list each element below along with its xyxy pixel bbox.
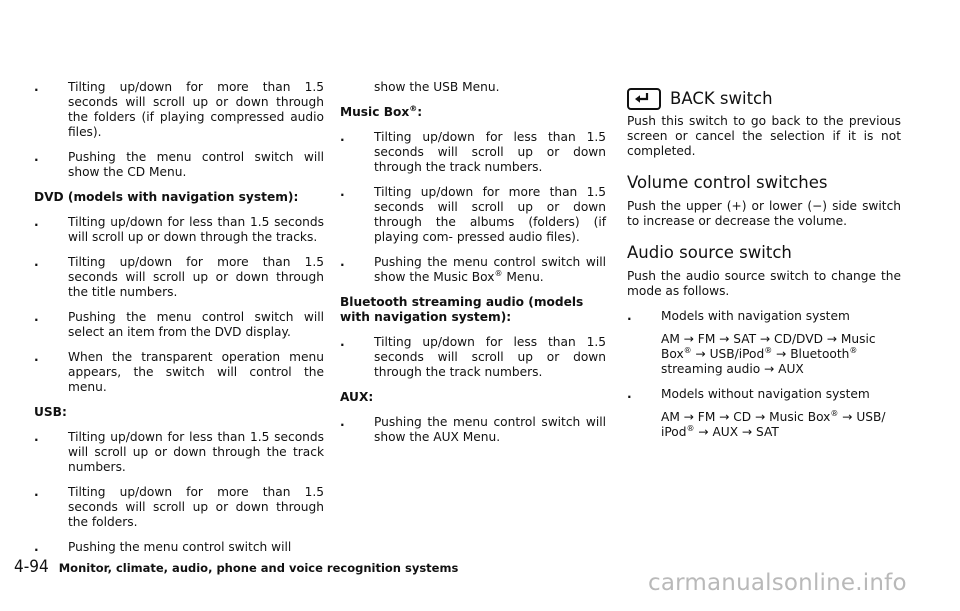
bullet-dot: .: [34, 485, 39, 499]
usb-heading: USB:: [34, 405, 67, 419]
list-item: [627, 309, 901, 324]
sequence-part: iPod: [661, 425, 687, 439]
list-item: [34, 485, 324, 530]
bullet-dot: .: [340, 130, 345, 144]
list-item: [340, 335, 606, 380]
musicbox-heading-text: Music Box: [340, 105, 410, 119]
list-item-text: [374, 255, 606, 284]
dvd-heading: DVD (models with navigation system):: [34, 190, 299, 204]
list-item: [34, 80, 324, 140]
list-item: [340, 255, 606, 285]
nav-source-sequence: [627, 332, 901, 377]
list-item-text: Tilting up/down for less than 1.5 seconds will scroll up or down through the track numbers.: [68, 430, 324, 474]
sequence-part: streaming audio → AUX: [661, 362, 804, 376]
list-item-text: Pushing the menu control switch will show the CD Menu.: [68, 150, 324, 179]
list-item: [340, 415, 606, 445]
registered-mark: ®: [830, 408, 839, 418]
bullet-dot: .: [34, 350, 39, 364]
list-item-text: Tilting up/down for less than 1.5 seconds will scroll up or down through the track numbers.: [374, 335, 606, 379]
list-item: [340, 185, 606, 245]
bullet-dot: .: [627, 387, 632, 401]
list-item-text: Pushing the menu control switch will select an item from the DVD display.: [68, 310, 324, 339]
list-item-text-part: Pushing the menu control switch will show the Music Box: [374, 255, 606, 284]
sequence-part: → USB/: [838, 410, 886, 424]
registered-mark: ®: [764, 345, 773, 355]
footer-title: Monitor, climate, audio, phone and voice recognition systems: [58, 561, 459, 575]
bullet-dot: .: [34, 150, 39, 164]
list-item: [34, 430, 324, 475]
registered-mark: ®: [494, 268, 503, 278]
audio-source-section-title: Audio source switch: [627, 243, 792, 262]
bullet-dot: .: [340, 335, 345, 349]
sequence-part: → AUX → SAT: [694, 425, 779, 439]
list-item-text: Tilting up/down for more than 1.5 seconds will scroll up or down through the folders.: [68, 485, 324, 529]
list-item-text: Models without navigation system: [661, 387, 870, 401]
bluetooth-heading: Bluetooth streaming audio (models with navigation system):: [340, 295, 584, 324]
list-item: [340, 130, 606, 175]
registered-mark: ®: [686, 423, 695, 433]
volume-section-title: Volume control switches: [627, 173, 828, 192]
column-middle: [340, 80, 606, 455]
back-switch-text: Push this switch to go back to the previous screen or cancel the selection if it is not completed.: [627, 114, 901, 158]
bullet-dot: .: [34, 430, 39, 444]
audio-source-section-text: Push the audio source switch to change the mode as follows.: [627, 269, 901, 298]
volume-section-text: Push the upper (+) or lower (−) side switch to increase or decrease the volume.: [627, 199, 901, 228]
list-item-text: Models with navigation system: [661, 309, 850, 323]
column-right: [627, 80, 901, 450]
list-item-text: Tilting up/down for more than 1.5 seconds will scroll up or down through the folders (if playing compressed audio files).: [68, 80, 324, 139]
list-item-text: Tilting up/down for less than 1.5 seconds will scroll up or down through the track numbers.: [374, 130, 606, 174]
registered-mark: ®: [409, 103, 418, 113]
list-item: [34, 215, 324, 245]
bullet-dot: .: [34, 80, 39, 94]
list-item: [34, 540, 324, 555]
nonnav-source-sequence: [627, 410, 901, 440]
list-item: [627, 387, 901, 402]
bullet-dot: .: [340, 255, 345, 269]
list-item: [34, 350, 324, 395]
watermark: carmanualsonline.info: [648, 570, 907, 596]
aux-heading: AUX:: [340, 390, 374, 404]
registered-mark: ®: [683, 345, 692, 355]
back-arrow-icon: [627, 88, 661, 110]
list-item-text: When the transparent operation menu appears, the switch will control the menu.: [68, 350, 324, 394]
bullet-dot: .: [34, 540, 39, 554]
bullet-dot: .: [34, 310, 39, 324]
bullet-dot: .: [340, 415, 345, 429]
sequence-part: AM → FM → CD → Music Box: [661, 410, 831, 424]
column-left: [34, 80, 324, 565]
bullet-dot: .: [627, 309, 632, 323]
sequence-part: AM → FM → SAT → CD/DVD → Music Box: [661, 332, 876, 361]
bullet-dot: .: [340, 185, 345, 199]
list-item: [34, 150, 324, 180]
sequence-part: → USB/iPod: [691, 347, 765, 361]
bullet-dot: .: [34, 215, 39, 229]
musicbox-heading-colon: :: [417, 105, 423, 119]
registered-mark: ®: [849, 345, 858, 355]
list-item-text: Tilting up/down for more than 1.5 seconds will scroll up or down through the albums (folders) (if playing com- pressed audio files).: [374, 185, 606, 244]
list-item: [34, 310, 324, 340]
page-number: 4-94: [14, 557, 49, 577]
musicbox-heading: [340, 105, 606, 120]
list-item-text: Pushing the menu control switch will show the AUX Menu.: [374, 415, 606, 444]
bullet-dot: .: [34, 255, 39, 269]
list-item-text: Tilting up/down for less than 1.5 seconds will scroll up or down through the tracks.: [68, 215, 324, 244]
list-item: [34, 255, 324, 300]
list-item-text-part: Menu.: [502, 270, 544, 284]
sequence-part: → Bluetooth: [772, 347, 850, 361]
back-switch-title: BACK switch: [670, 89, 773, 108]
list-item-text: Pushing the menu control switch will: [68, 540, 292, 554]
continued-text: show the USB Menu.: [374, 80, 500, 94]
page-footer: [14, 557, 459, 577]
list-item-text: Tilting up/down for more than 1.5 seconds will scroll up or down through the title numbers.: [68, 255, 324, 299]
back-switch-heading: [627, 88, 901, 110]
